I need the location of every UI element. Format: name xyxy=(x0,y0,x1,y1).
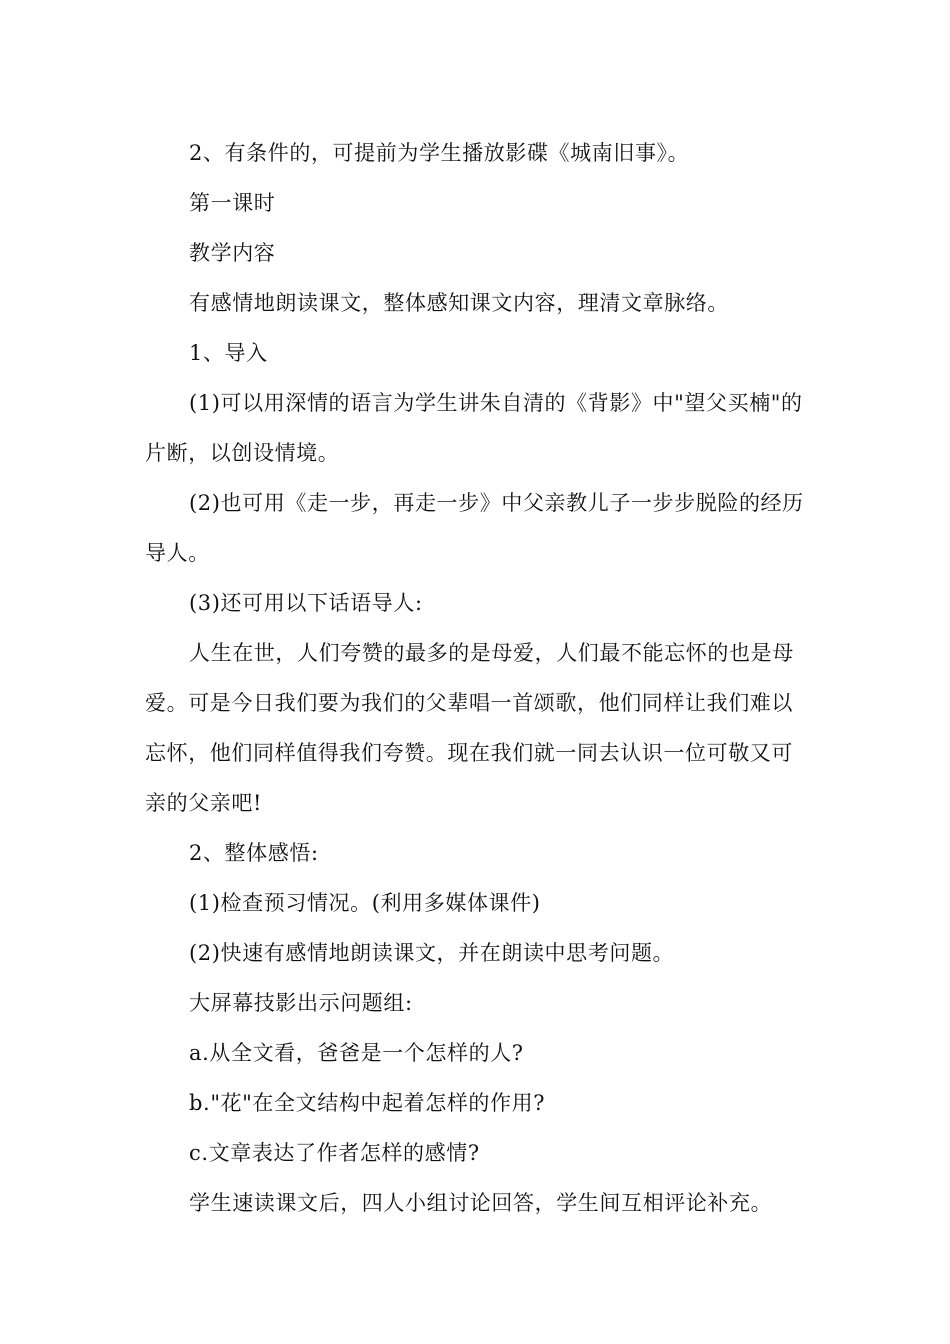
paragraph-intro-option-2: (2)也可用《走一步，再走一步》中父亲教儿子一步步脱险的经历导人。 xyxy=(145,491,804,565)
paragraph-intro-speech: 人生在世，人们夸赞的最多的是母爱，人们最不能忘怀的也是母爱。可是今日我们要为我们的父辈唱一首颂歌，他们同样让我们难以忘怀，他们同样值得我们夸赞。现在我们就一同去认识一位可敬又可亲的父亲吧! xyxy=(145,641,794,815)
document-body xyxy=(145,128,810,1228)
paragraph-intro-option-1: (1)可以用深情的语言为学生讲朱自清的《背影》中"望父买楠"的片断，以创设情境。 xyxy=(145,391,803,465)
paragraph-intro-option-3: (3)还可用以下话语导人: xyxy=(189,591,423,615)
paragraph-check-preview: (1)检查预习情况。(利用多媒体课件) xyxy=(189,891,541,915)
section-heading-first-lesson: 第一课时 xyxy=(189,191,276,215)
step-heading-introduction: 1、导入 xyxy=(189,341,268,365)
paragraph-preparation-2: 2、有条件的，可提前为学生播放影碟《城南旧事》。 xyxy=(189,141,690,165)
paragraph-teaching-content: 有感情地朗读课文，整体感知课文内容，理清文章脉络。 xyxy=(189,291,729,315)
question-b: b."花"在全文结构中起着怎样的作用? xyxy=(189,1091,546,1115)
step-heading-overall-perception: 2、整体感悟: xyxy=(189,841,319,865)
question-c: c.文章表达了作者怎样的感情? xyxy=(189,1141,480,1165)
question-a: a.从全文看，爸爸是一个怎样的人? xyxy=(189,1041,524,1065)
paragraph-read-aloud: (2)快速有感情地朗读课文，并在朗读中思考问题。 xyxy=(189,941,675,965)
paragraph-group-discussion: 学生速读课文后，四人小组讨论回答，学生间互相评论补充。 xyxy=(189,1191,773,1215)
section-heading-teaching-content: 教学内容 xyxy=(189,241,276,265)
paragraph-question-group-heading: 大屏幕技影出示问题组: xyxy=(189,991,413,1015)
